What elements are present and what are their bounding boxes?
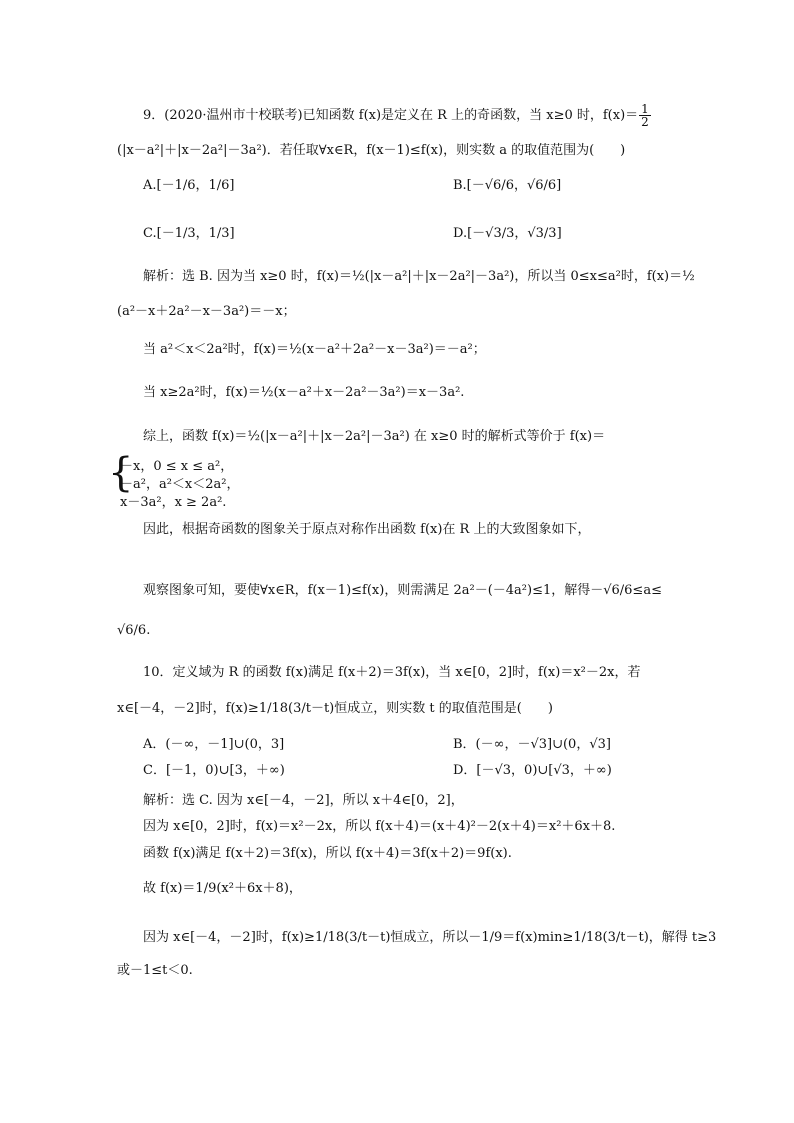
q10-option-c: C．[－1，0)∪[3，＋∞) <box>143 763 285 778</box>
sol9-line4: 当 x≥2a²时，f(x)＝½(x－a²＋x－2a²－3a²)＝x－3a². <box>143 385 465 400</box>
q9-line1 <box>143 103 652 128</box>
sol9-line1: 解析：选 B. 因为当 x≥0 时，f(x)＝½(|x－a²|＋|x－2a²|－3a²)，所以当 0≤x≤a²时，f(x)＝½ <box>143 269 695 284</box>
q9-option-d: D.[－√3/3，√3/3] <box>453 226 562 241</box>
q10-option-d: D．[－√3，0)∪[√3，＋∞) <box>453 763 612 778</box>
sol9-line8: √6/6. <box>117 623 151 638</box>
sol9-case2: －a²，a²＜x＜2a²， <box>120 477 240 492</box>
sol9-line6: 因此，根据奇函数的图象关于原点对称作出函数 f(x)在 R 上的大致图象如下， <box>143 522 591 537</box>
sol9-case1: －x，0 ≤ x ≤ a²， <box>120 459 234 474</box>
q9-stem-text: 9．(2020·温州市十校联考)已知函数 f(x)是定义在 R 上的奇函数，当 x≥0 时，f(x)＝ <box>143 108 639 123</box>
sol10-line1: 解析：选 C. 因为 x∈[－4，－2]，所以 x＋4∈[0，2]， <box>143 793 464 808</box>
q10-line2: x∈[－4，－2]时，f(x)≥1/18(3/t－t)恒成立，则实数 t 的取值范围是( ) <box>117 701 553 716</box>
sol9-line7: 观察图象可知，要使∀x∈R，f(x－1)≤f(x)，则需满足 2a²－(－4a²)≤1，解得－√6/6≤a≤ <box>143 583 662 598</box>
q9-half-fraction: $\frac{1}{2}$ <box>641 102 649 129</box>
sol10-line3: 函数 f(x)满足 f(x＋2)＝3f(x)，所以 f(x＋4)＝3f(x＋2)＝9f(x). <box>143 846 512 861</box>
q9-option-a: A.[－1/6，1/6] <box>143 178 235 193</box>
sol9-case3: x－3a²，x ≥ 2a². <box>120 495 227 510</box>
sol10-line4: 故 f(x)＝1/9(x²＋6x＋8)， <box>143 881 302 896</box>
piecewise-brace: { <box>108 450 134 496</box>
q9-option-b: B.[－√6/6，√6/6] <box>453 178 562 193</box>
sol10-line2: 因为 x∈[0，2]时，f(x)＝x²－2x，所以 f(x＋4)＝(x＋4)²－2(x＋4)＝x²＋6x＋8. <box>143 819 616 834</box>
q9-line2: (|x－a²|＋|x－2a²|－3a²)．若任取∀x∈R，f(x－1)≤f(x)，则实数 a 的取值范围为( ) <box>117 143 626 158</box>
q9-option-c: C.[－1/3，1/3] <box>143 226 235 241</box>
sol10-line5: 因为 x∈[－4，－2]时，f(x)≥1/18(3/t－t)恒成立，所以－1/9＝f(x)min≥1/18(3/t－t)，解得 t≥3 <box>143 930 717 945</box>
sol9-line3: 当 a²＜x＜2a²时，f(x)＝½(x－a²＋2a²－x－3a²)＝－a²； <box>143 342 486 357</box>
q10-option-b: B．(－∞，－√3]∪(0，√3] <box>453 737 611 752</box>
q10-option-a: A．(－∞，－1]∪(0，3] <box>143 737 285 752</box>
sol9-line2: (a²－x＋2a²－x－3a²)＝－x； <box>117 304 296 319</box>
sol10-line6: 或－1≤t＜0. <box>117 963 193 978</box>
q10-line1: 10．定义域为 R 的函数 f(x)满足 f(x＋2)＝3f(x)，当 x∈[0，2]时，f(x)＝x²－2x，若 <box>143 665 641 680</box>
sol9-line5: 综上，函数 f(x)＝½(|x－a²|＋|x－2a²|－3a²) 在 x≥0 时的解析式等价于 f(x)＝ <box>143 429 606 444</box>
